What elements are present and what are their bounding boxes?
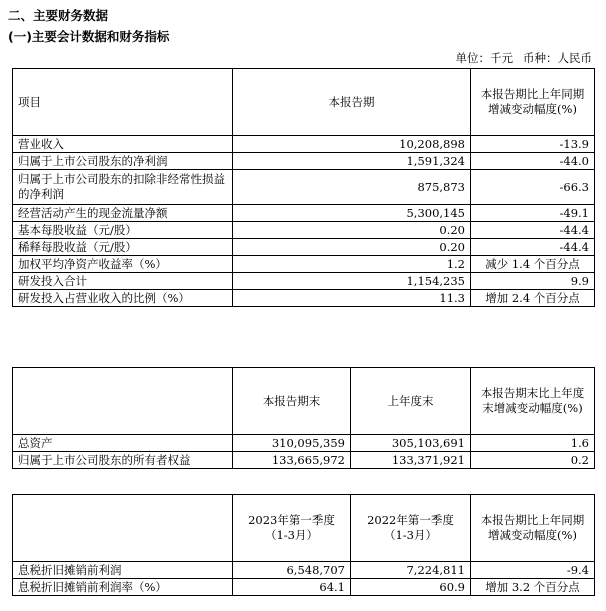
- row-item: 研发投入占营业收入的比例（%）: [13, 290, 233, 307]
- row-change: 9.9: [471, 273, 595, 290]
- row-item: 加权平均净资产收益率（%）: [13, 256, 233, 273]
- row-value: 11.3: [233, 290, 471, 307]
- row-prior: 133,371,921: [351, 452, 471, 469]
- row-item: 基本每股收益（元/股）: [13, 222, 233, 239]
- balance-table: [12, 367, 595, 469]
- header-item: [13, 495, 233, 562]
- currency-label: 币种：人民币: [523, 51, 592, 65]
- row-change: -44.4: [471, 222, 595, 239]
- row-change: -9.4: [471, 562, 595, 579]
- row-change: -44.0: [471, 153, 595, 170]
- header-prior-year-end: 上年度末: [351, 368, 471, 435]
- row-value: 10,208,898: [233, 136, 471, 153]
- row-prior: 305,103,691: [351, 435, 471, 452]
- row-value: 0.20: [233, 239, 471, 256]
- row-item: 研发投入合计: [13, 273, 233, 290]
- row-value: 1.2: [233, 256, 471, 273]
- row-change: -44.4: [471, 239, 595, 256]
- row-item: 归属于上市公司股东的净利润: [13, 153, 233, 170]
- row-value: 875,873: [233, 170, 471, 205]
- table-row: [13, 170, 595, 205]
- row-item: 息税折旧摊销前利润率（%）: [13, 579, 233, 596]
- row-change: -13.9: [471, 136, 595, 153]
- header-q1-2023: 2023年第一季度（1-3月）: [233, 495, 351, 562]
- table-row: [13, 290, 595, 307]
- row-value: 0.20: [233, 222, 471, 239]
- header-change: 本报告期末比上年度末增减变动幅度(%): [471, 368, 595, 435]
- row-current: 133,665,972: [233, 452, 351, 469]
- header-item: 项目: [13, 69, 233, 136]
- table-row: [13, 579, 595, 596]
- unit-label: 单位：千元: [455, 51, 513, 65]
- row-value: 1,154,235: [233, 273, 471, 290]
- row-item: 总资产: [13, 435, 233, 452]
- header-change: 本报告期比上年同期增减变动幅度(%): [471, 69, 595, 136]
- row-value: 5,300,145: [233, 205, 471, 222]
- row-prior: 7,224,811: [351, 562, 471, 579]
- table-row: [13, 273, 595, 290]
- header-item: [13, 368, 233, 435]
- row-change: 0.2: [471, 452, 595, 469]
- row-change: -49.1: [471, 205, 595, 222]
- row-item: 息税折旧摊销前利润: [13, 562, 233, 579]
- table-row: [13, 153, 595, 170]
- table-row: [13, 562, 595, 579]
- table-row: [13, 239, 595, 256]
- row-change: 1.6: [471, 435, 595, 452]
- row-change: 增加 2.4 个百分点: [471, 290, 595, 307]
- header-current-period: 本报告期: [233, 69, 471, 136]
- table-row: [13, 435, 595, 452]
- header-q1-2022: 2022年第一季度（1-3月）: [351, 495, 471, 562]
- row-item: 营业收入: [13, 136, 233, 153]
- row-prior: 60.9: [351, 579, 471, 596]
- row-change: 减少 1.4 个百分点: [471, 256, 595, 273]
- header-change: 本报告期比上年同期增减变动幅度(%): [471, 495, 595, 562]
- section-heading: 二、主要财务数据: [8, 8, 109, 23]
- row-current: 310,095,359: [233, 435, 351, 452]
- unit-line: [446, 50, 593, 66]
- row-item: 归属于上市公司股东的所有者权益: [13, 452, 233, 469]
- header-period-end: 本报告期末: [233, 368, 351, 435]
- table-row: [13, 256, 595, 273]
- row-item: 经营活动产生的现金流量净额: [13, 205, 233, 222]
- row-change: -66.3: [471, 170, 595, 205]
- row-current: 6,548,707: [233, 562, 351, 579]
- table-row: [13, 452, 595, 469]
- table-row: [13, 205, 595, 222]
- row-item: 稀释每股收益（元/股）: [13, 239, 233, 256]
- row-value: 1,591,324: [233, 153, 471, 170]
- row-change: 增加 3.2 个百分点: [471, 579, 595, 596]
- accounting-data-table: [12, 68, 595, 307]
- ebitda-table: [12, 494, 595, 596]
- row-item: 归属于上市公司股东的扣除非经常性损益的净利润: [13, 170, 233, 205]
- table-row: [13, 136, 595, 153]
- table-row: [13, 222, 595, 239]
- subsection-heading: (一)主要会计数据和财务指标: [8, 29, 170, 44]
- row-current: 64.1: [233, 579, 351, 596]
